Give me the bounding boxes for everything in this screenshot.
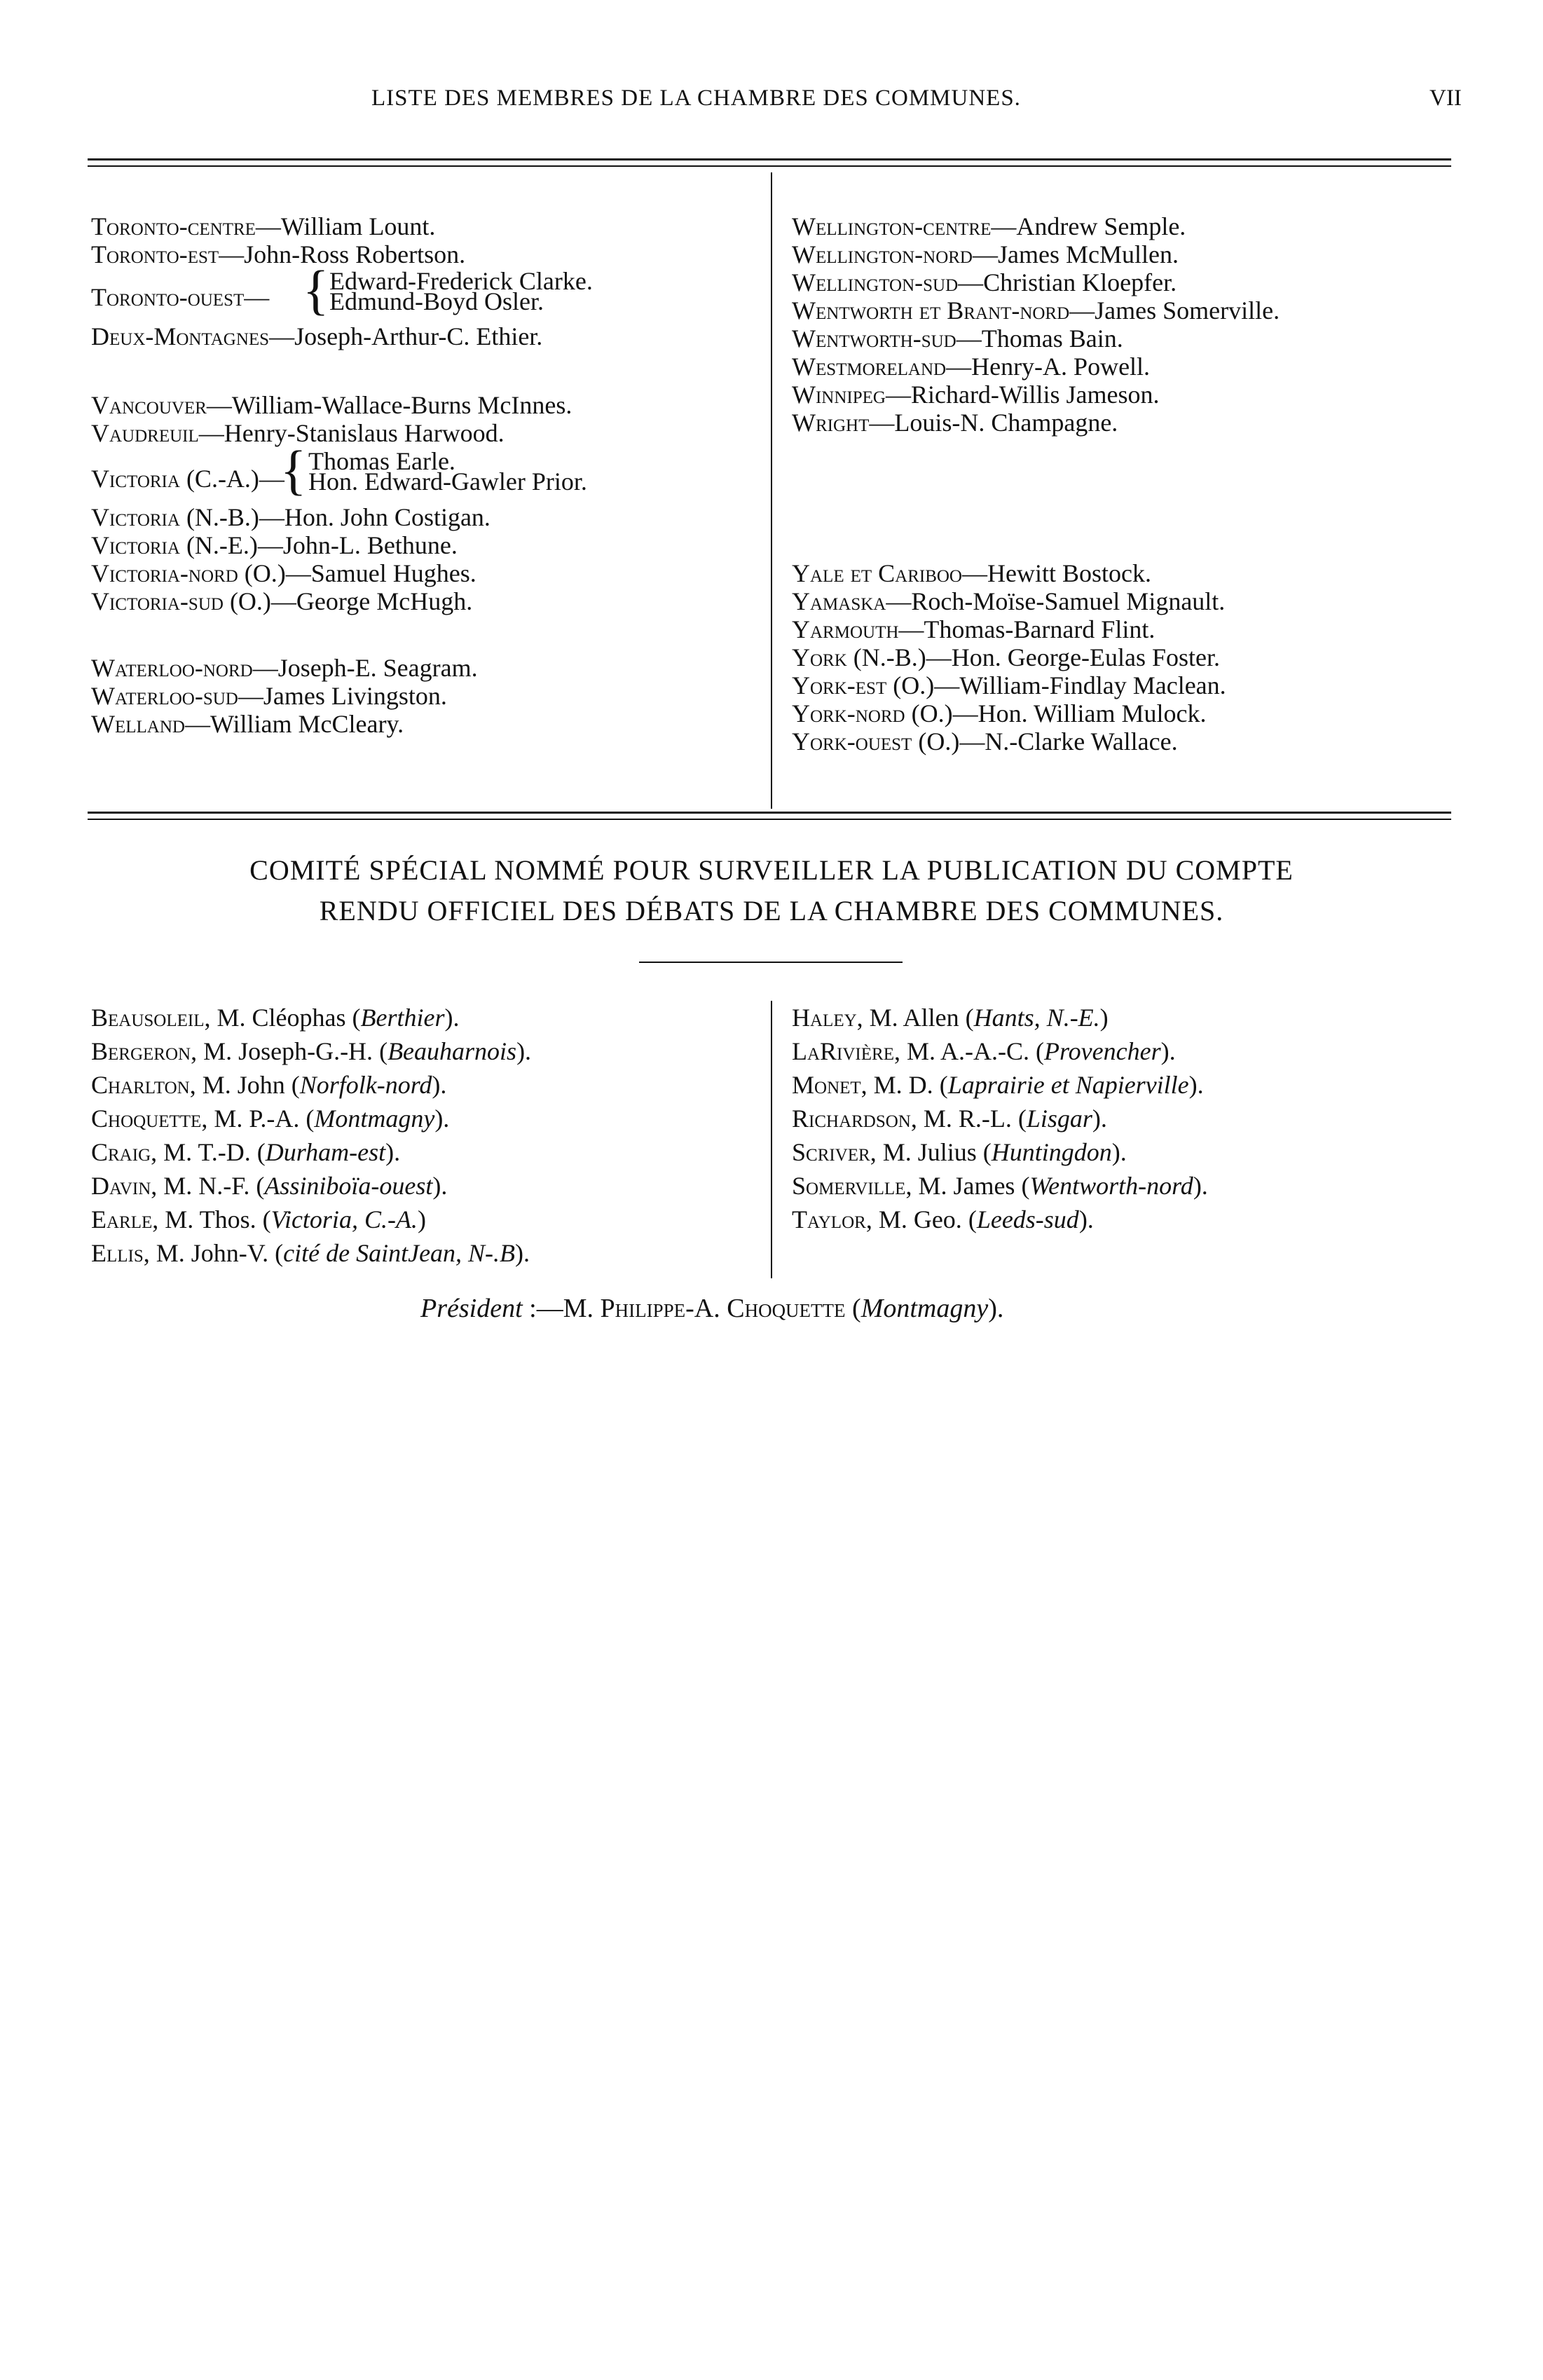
- committee-member: Choquette, M. P.-A. (Montmagny).: [91, 1104, 450, 1133]
- riding-row: York-ouest (O.)—N.-Clarke Wallace.: [792, 727, 1178, 755]
- committee-member: Richardson, M. R.-L. (Lisgar).: [792, 1104, 1107, 1133]
- committee-divider: [771, 1001, 772, 1278]
- riding-row: Yale et Cariboo—Hewitt Bostock.: [792, 559, 1151, 587]
- riding-row: Wellington-sud—Christian Kloepfer.: [792, 268, 1177, 296]
- riding-row: Victoria (N.-E.)—John-L. Bethune.: [91, 531, 458, 559]
- committee-member: Somerville, M. James (Wentworth-nord).: [792, 1172, 1208, 1200]
- riding-row: Toronto-est—John-Ross Robertson.: [91, 240, 466, 268]
- riding-row: Yarmouth—Thomas-Barnard Flint.: [792, 615, 1155, 643]
- riding-row: Vaudreuil—Henry-Stanislaus Harwood.: [91, 419, 505, 447]
- right-column: [792, 0, 1451, 813]
- committee-member: LaRivière, M. A.-A.-C. (Provencher).: [792, 1037, 1176, 1065]
- riding-row: Victoria-nord (O.)—Samuel Hughes.: [91, 559, 476, 587]
- committee-member: Davin, M. N.-F. (Assiniboïa-ouest).: [91, 1172, 448, 1200]
- committee-title-line1: COMITÉ SPÉCIAL NOMMÉ POUR SURVEILLER LA PUBLICATION DU COMPTE: [249, 854, 1294, 886]
- riding-row: York-nord (O.)—Hon. William Mulock.: [792, 699, 1207, 727]
- president-riding: Montmagny: [860, 1294, 989, 1323]
- riding-row: Wentworth et Brant-nord—James Somerville.: [792, 296, 1280, 324]
- committee-member: Haley, M. Allen (Hants, N.-E.): [792, 1004, 1109, 1032]
- column-divider: [771, 172, 772, 809]
- president-label: Président: [420, 1294, 523, 1323]
- committee-member: Ellis, M. John-V. (cité de SaintJean, N-.B).: [91, 1239, 530, 1267]
- president-name: M. Philippe-A. Choquette: [563, 1294, 846, 1323]
- committee-rule: [639, 962, 903, 963]
- section-rule-top: [88, 812, 1451, 814]
- riding-row: Waterloo-sud—James Livingston.: [91, 682, 447, 710]
- committee-title-line2: RENDU OFFICIEL DES DÉBATS DE LA CHAMBRE DES COMMUNES.: [319, 895, 1224, 926]
- committee-member: Bergeron, M. Joseph-G.-H. (Beauharnois).: [91, 1037, 532, 1065]
- riding-row: Toronto-centre—William Lount.: [91, 212, 436, 240]
- riding-row: Welland—William McCleary.: [91, 710, 404, 738]
- riding-row: Westmoreland—Henry-A. Powell.: [792, 353, 1151, 381]
- riding-row: Deux-Montagnes—Joseph-Arthur-C. Ethier.: [91, 322, 543, 350]
- committee-member: Scriver, M. Julius (Huntingdon).: [792, 1138, 1127, 1166]
- committee-member: Taylor, M. Geo. (Leeds-sud).: [792, 1205, 1094, 1233]
- riding-row: Waterloo-nord—Joseph-E. Seagram.: [91, 654, 478, 682]
- riding-row: Wright—Louis-N. Champagne.: [792, 409, 1118, 437]
- riding-row: York (N.-B.)—Hon. George-Eulas Foster.: [792, 643, 1221, 671]
- president-separator: :—: [529, 1294, 563, 1323]
- page-title: LISTE DES MEMBRES DE LA CHAMBRE DES COMMUNES.: [371, 86, 1021, 111]
- riding-row: Victoria (N.-B.)—Hon. John Costigan.: [91, 503, 491, 531]
- left-column: Toronto-centre—William Lount. Toronto-est—John-Ross Robertson. Toronto-ouest— { Edward-Frederick Clarke. Edmund-Boyd Osler. Deux-Montagnes—Joseph-Arthur-C. Ethier. Vancouver—William-Wallace-Burns McInnes. Vaudreuil—Henry-Stanislaus Harwood. Victoria (C.-A.)— { Thomas Earle. Hon. Edward-Gawler Prior. Victoria (N.-B.)—Hon. John Costigan. Victoria (N.-E.)—John-L. Bethune. Victoria-nord (O.)—Samuel Hughes. Victoria-sud (O.)—George McHugh. Waterloo-nord—Joseph-E. Seagram. Waterloo-sud—James Livingston. Welland—William McCleary.: [91, 212, 593, 738]
- riding-row: Vancouver—William-Wallace-Burns McInnes.: [91, 391, 572, 419]
- committee-member: Monet, M. D. (Laprairie et Napierville).: [792, 1071, 1204, 1099]
- committee-member: Earle, M. Thos. (Victoria, C.-A.): [91, 1205, 426, 1233]
- committee-president: Président :—M. Philippe-A. Choquette (Montmagny).: [420, 1294, 1004, 1323]
- riding-row: Victoria-sud (O.)—George McHugh.: [91, 587, 473, 615]
- riding-row: York-est (O.)—William-Findlay Maclean.: [792, 671, 1226, 699]
- committee-member: Beausoleil, M. Cléophas (Berthier).: [91, 1004, 460, 1032]
- committee-member: Charlton, M. John (Norfolk-nord).: [91, 1071, 447, 1099]
- riding-row: Yamaska—Roch-Moïse-Samuel Mignault.: [792, 587, 1226, 615]
- committee-member: Craig, M. T.-D. (Durham-est).: [91, 1138, 401, 1166]
- page-number: VII: [1429, 86, 1462, 111]
- riding-row: Winnipeg—Richard-Willis Jameson.: [792, 381, 1160, 409]
- riding-row: Wellington-nord—James McMullen.: [792, 240, 1179, 268]
- riding-row: Wellington-centre—Andrew Semple.: [792, 212, 1186, 240]
- section-rule-bottom: [88, 819, 1451, 820]
- riding-row: Wentworth-sud—Thomas Bain.: [792, 324, 1123, 353]
